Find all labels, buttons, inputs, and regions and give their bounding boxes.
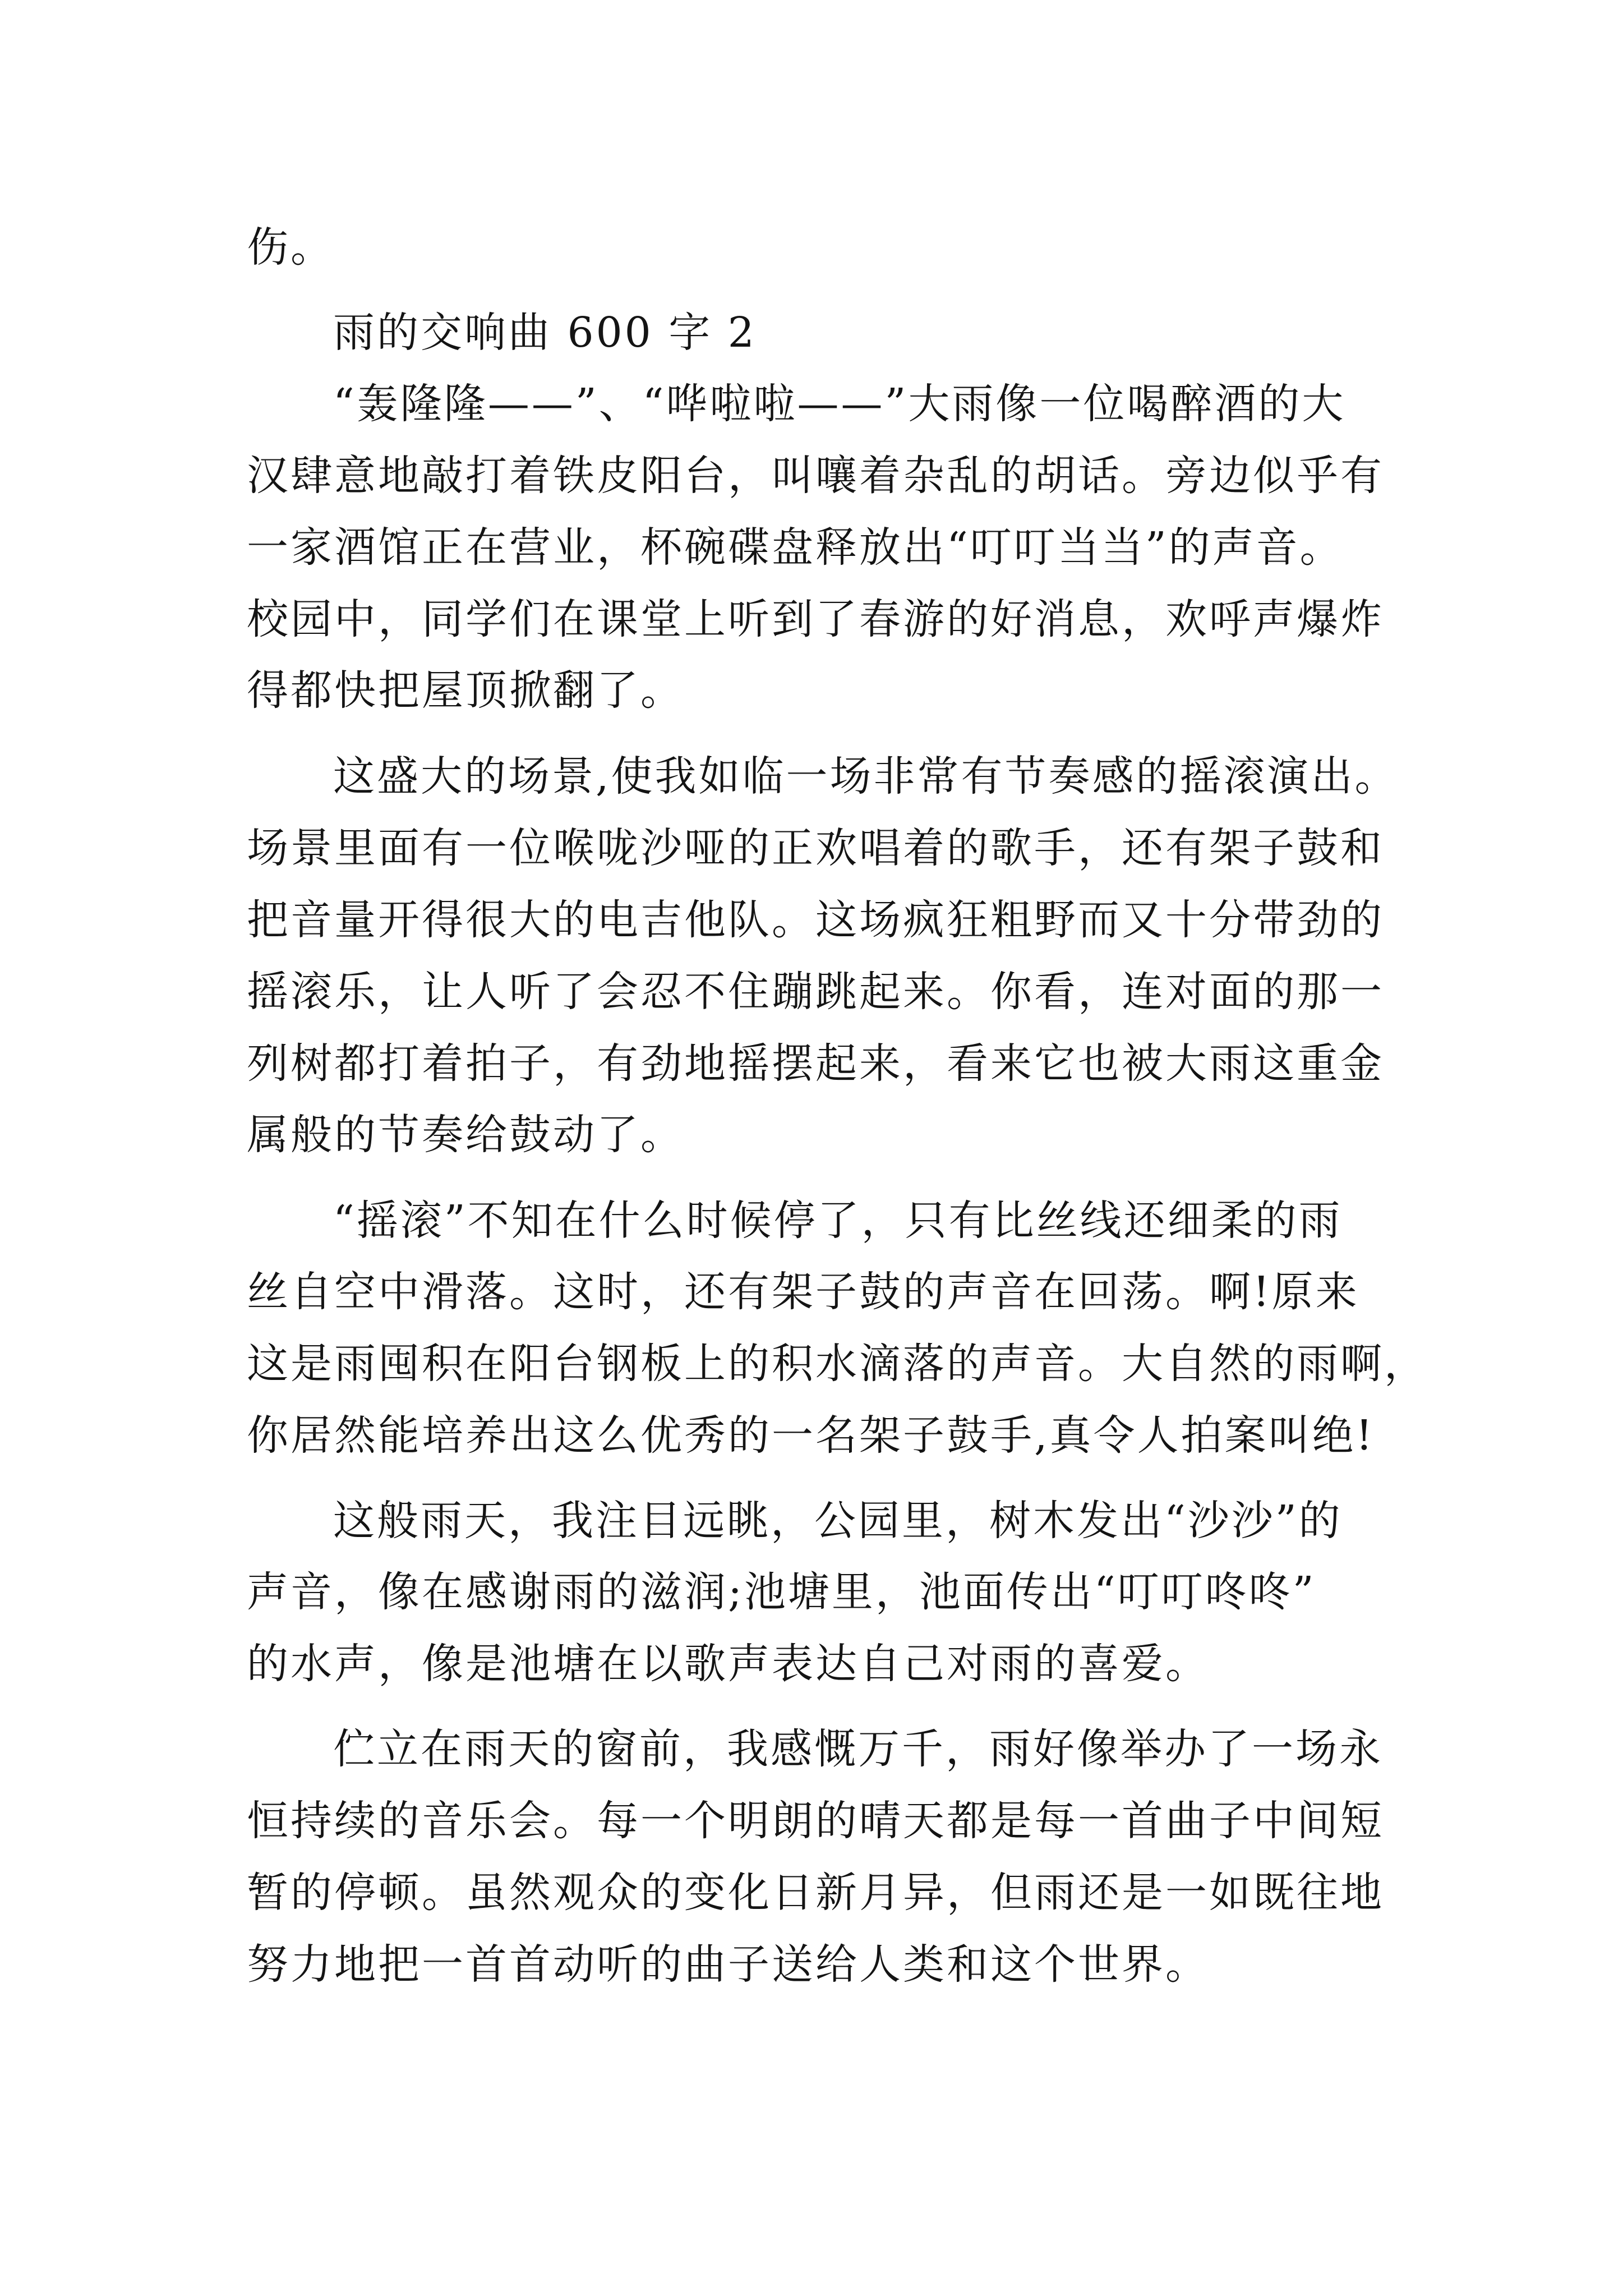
- paragraph-line: 摇滚乐，让人听了会忍不住蹦跳起来。你看，连对面的那一: [247, 968, 1384, 1016]
- paragraph-line: 伤。: [247, 223, 334, 272]
- paragraph-line: 得都快把屋顶掀翻了。: [247, 666, 684, 715]
- paragraph-line: 一家酒馆正在营业，杯碗碟盘释放出“叮叮当当”的声音。: [247, 523, 1344, 572]
- paragraph-line: 场景里面有一位喉咙沙哑的正欢唱着的歌手，还有架子鼓和: [247, 824, 1384, 872]
- paragraph-line: 努力地把一首首动听的曲子送给人类和这个世界。: [247, 1940, 1209, 1989]
- paragraph-line: 这般雨天，我注目远眺，公园里，树木发出“沙沙”的: [333, 1497, 1343, 1545]
- paragraph-line: 汉肆意地敲打着铁皮阳台，叫嚷着杂乱的胡话。旁边似乎有: [247, 452, 1384, 500]
- paragraph-line: 声音，像在感谢雨的滋润;池塘里，池面传出“叮叮咚咚”: [247, 1568, 1316, 1616]
- paragraph-line: 恒持续的音乐会。每一个明朗的晴天都是每一首曲子中间短: [247, 1797, 1384, 1845]
- section-title: 雨的交响曲 600 字 2: [333, 309, 757, 357]
- paragraph-line: 这是雨囤积在阳台钢板上的积水滴落的声音。大自然的雨啊，: [247, 1340, 1428, 1388]
- paragraph-line: 校园中，同学们在课堂上听到了春游的好消息，欢呼声爆炸: [247, 595, 1384, 643]
- paragraph-line: “轰隆隆——”、“哗啦啦——”大雨像一位喝醉酒的大: [333, 380, 1346, 428]
- paragraph-line: 列树都打着拍子，有劲地摇摆起来，看来它也被大雨这重金: [247, 1039, 1384, 1088]
- paragraph-line: “摇滚”不知在什么时候停了，只有比丝线还细柔的雨: [333, 1197, 1343, 1245]
- paragraph-line: 的水声，像是池塘在以歌声表达自己对雨的喜爱。: [247, 1640, 1209, 1688]
- paragraph-line: 丝自空中滑落。这时，还有架子鼓的声音在回荡。啊!原来: [247, 1268, 1359, 1316]
- paragraph-line: 这盛大的场景,使我如临一场非常有节奏感的摇滚演出。: [333, 752, 1399, 800]
- paragraph-line: 伫立在雨天的窗前，我感慨万千，雨好像举办了一场永: [333, 1725, 1383, 1773]
- paragraph-line: 把音量开得很大的电吉他队。这场疯狂粗野而又十分带劲的: [247, 896, 1384, 944]
- paragraph-line: 你居然能培养出这么优秀的一名架子鼓手,真令人拍案叫绝!: [247, 1411, 1375, 1460]
- paragraph-line: 暂的停顿。虽然观众的变化日新月异，但雨还是一如既往地: [247, 1869, 1384, 1917]
- paragraph-line: 属般的节奏给鼓动了。: [247, 1111, 684, 1159]
